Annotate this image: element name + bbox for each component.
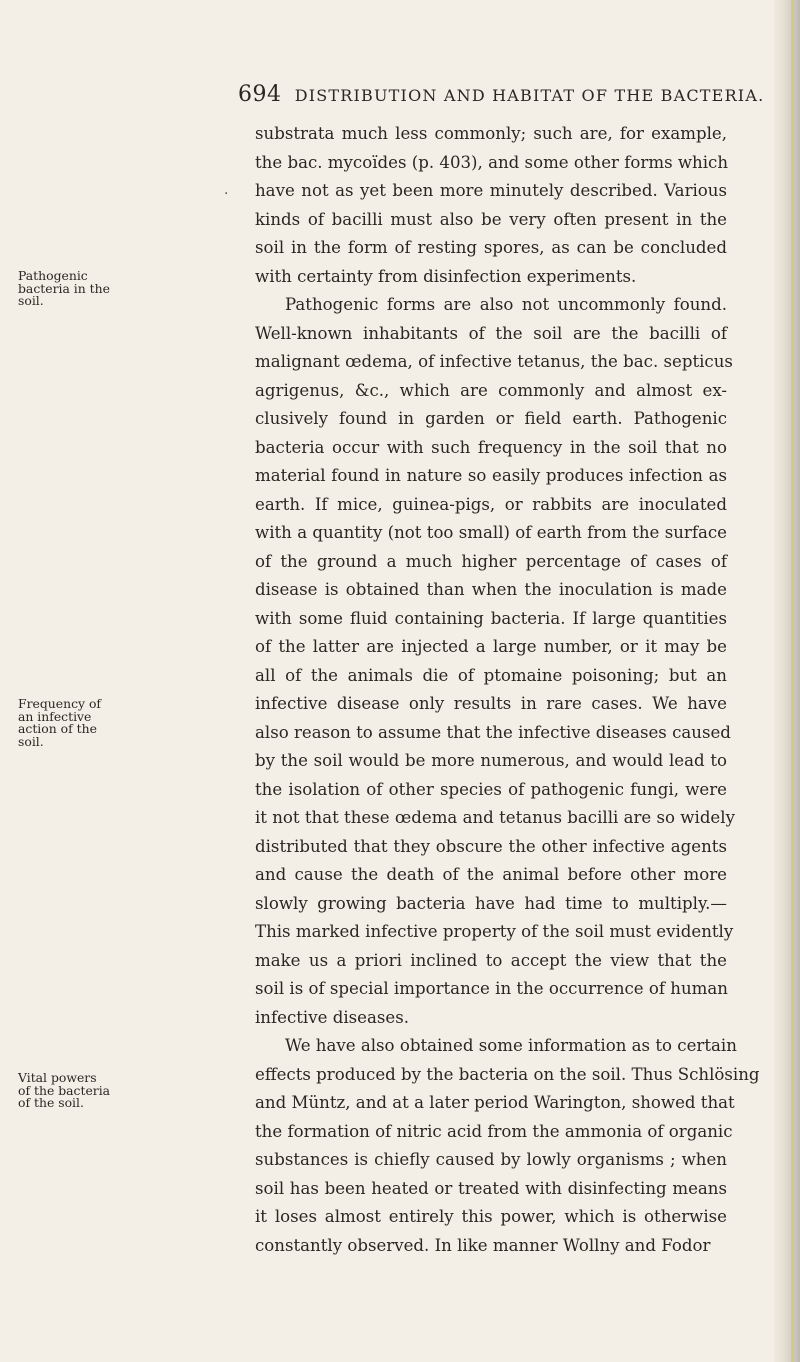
body-line: soil is of special importance in the occurrence of human [255, 979, 728, 998]
body-line: Well-known inhabitants of the soil are the bacilli of [255, 323, 727, 343]
body-line: soil has been heated or treated with disinfecting means [255, 1178, 727, 1198]
body-line: disease is obtained than when the inoculation is made [255, 580, 727, 599]
body-line: clusively found in garden or field earth. Pathogenic [255, 409, 727, 428]
body-line: the formation of nitric acid from the ammonia of organic [255, 1121, 733, 1141]
body-line: all of the animals die of ptomaine poisoning; but an [255, 665, 727, 685]
body-line: by the soil would be more numerous, and would lead to [255, 751, 727, 770]
margin-note-line: an infective [18, 708, 92, 724]
body-line: substances is chiefly caused by lowly organisms ; when [255, 1150, 727, 1169]
body-line: make us a priori inclined to accept the view that the [255, 950, 727, 970]
body-line: it not that these œdema and tetanus bacilli are so widely [255, 808, 735, 827]
body-line: soil in the form of resting spores, as can be concluded [255, 238, 727, 257]
body-text [255, 120, 760, 1260]
body-line: material found in nature so easily produces infection as [255, 466, 727, 485]
body-line: have not as yet been more minutely described. Various [255, 181, 727, 200]
margin-note-pathogenic [18, 268, 110, 308]
body-line: slowly growing bacteria have had time to multiply.— [255, 893, 727, 913]
margin-note-line: soil. [18, 293, 44, 308]
body-line: also reason to assume that the infective diseases caused [255, 722, 731, 742]
margin-note-frequency [18, 698, 106, 748]
body-line: bacteria occur with such frequency in the soil that no [255, 437, 727, 457]
margin-note-line: Vital powers [18, 1070, 97, 1085]
body-line: distributed that they obscure the other infective agents [255, 836, 727, 856]
body-line: kinds of bacilli must also be very often present in the [255, 209, 727, 229]
page-mark: · [224, 186, 229, 202]
body-line: and Müntz, and at a later period Warington, showed that [255, 1093, 735, 1112]
body-line: effects produced by the bacteria on the soil. Thus Schlösing [255, 1064, 760, 1084]
margin-note-line: of the bacteria [18, 1082, 111, 1098]
margin-note-line: bacteria in the [18, 280, 110, 296]
running-header [238, 82, 764, 107]
body-line: it loses almost entirely this power, which is otherwise [255, 1207, 727, 1226]
margin-note-line: action of the [18, 721, 97, 736]
body-line: earth. If mice, guinea-pigs, or rabbits are inoculated [255, 494, 727, 514]
body-line: of the latter are injected a large number, or it may be [255, 637, 727, 656]
body-line: infective diseases. [255, 1007, 409, 1027]
body-line: the isolation of other species of pathogenic fungi, were [255, 779, 727, 799]
body-line: the bac. mycoïdes (p. 403), and some other forms which [255, 152, 729, 172]
body-line: This marked infective property of the soil must evidently [255, 922, 734, 941]
body-line: infective disease only results in rare cases. We have [255, 694, 727, 713]
page-number: 694 [238, 82, 282, 107]
body-line: with certainty from disinfection experiments. [255, 266, 637, 286]
body-line: of the ground a much higher percentage of cases of [255, 551, 727, 571]
body-line: with some fluid containing bacteria. If large quantities [255, 608, 727, 628]
body-line: substrata much less commonly; such are, for example, [255, 124, 727, 143]
body-line: agrigenus, &c., which are commonly and almost ex- [255, 380, 727, 400]
margin-note-line: soil. [18, 733, 44, 749]
margin-note-line: Frequency of [18, 696, 102, 711]
running-title: DISTRIBUTION AND HABITAT OF THE BACTERIA. [294, 86, 765, 105]
body-line: and cause the death of the animal before other more [255, 865, 727, 884]
body-line: with a quantity (not too small) of earth from the surface [255, 523, 727, 542]
body-line: We have also obtained some information as to certain [285, 1036, 737, 1055]
margin-note-line: of the soil. [18, 1095, 84, 1110]
page-edge-stain [791, 0, 794, 1362]
body-line: malignant œdema, of infective tetanus, the bac. septicus [255, 352, 733, 371]
body-line: constantly observed. In like manner Wollny and Fodor [255, 1235, 711, 1255]
margin-note-vital-powers [18, 1070, 111, 1110]
margin-note-line: Pathogenic [18, 268, 88, 283]
body-line: Pathogenic forms are also not uncommonly found. [285, 295, 727, 314]
page-edge [774, 0, 800, 1362]
